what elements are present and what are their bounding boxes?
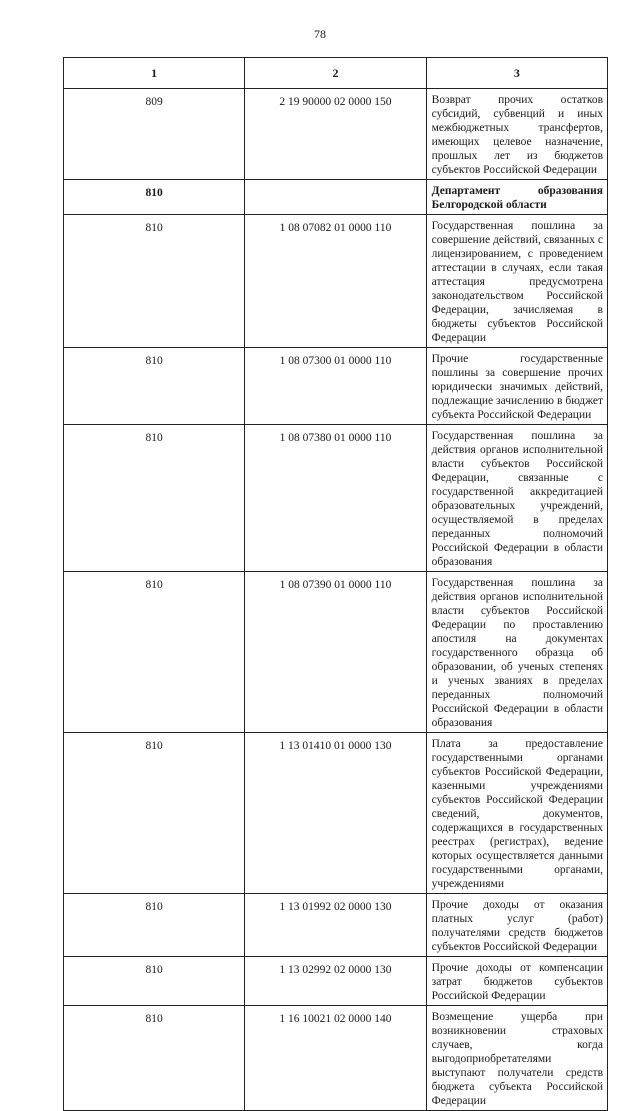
header-col-1: 1	[64, 58, 245, 89]
revenue-code-cell: 1 08 07380 01 0000 110	[245, 425, 426, 572]
description-cell: Государственная пошлина за совершение действий, связанных с лицензированием, с проведением аттестации в случаях, если такая аттестация предусмотрена законодательством Российской Федерации, зачисляемая в бюджеты субъектов Российской Федерации	[426, 215, 607, 348]
description-cell: Департамент образования Белгородской области	[426, 180, 607, 215]
admin-code-cell: 810	[64, 180, 245, 215]
budget-codes-table	[63, 57, 608, 1111]
header-col-2: 2	[245, 58, 426, 89]
table-row	[64, 733, 608, 894]
revenue-code-cell: 1 08 07300 01 0000 110	[245, 348, 426, 425]
description-cell: Плата за предоставление государственными органами субъектов Российской Федерации, казенными учреждениями субъектов Российской Федерации сведений, документов, содержащихся в государственных реестрах (регистрах), ведение которых осуществляется данными государственными органами, учреждениями	[426, 733, 607, 894]
description-cell: Возмещение ущерба при возникновении страховых случаев, когда выгодоприобретателями выступают получатели средств бюджета субъекта Российской Федерации	[426, 1006, 607, 1111]
table-row	[64, 1006, 608, 1111]
table-row	[64, 89, 608, 180]
table-row	[64, 215, 608, 348]
page-number: 78	[314, 27, 326, 41]
admin-code-cell: 810	[64, 425, 245, 572]
admin-code-cell: 810	[64, 215, 245, 348]
description-cell: Возврат прочих остатков субсидий, субвенций и иных межбюджетных трансфертов, имеющих целевое назначение, прошлых лет из бюджетов субъектов Российской Федерации	[426, 89, 607, 180]
admin-code-cell: 810	[64, 1006, 245, 1111]
table-header-row	[64, 58, 608, 89]
admin-code-cell: 809	[64, 89, 245, 180]
revenue-code-cell: 1 13 01992 02 0000 130	[245, 894, 426, 957]
revenue-code-cell: 1 13 02992 02 0000 130	[245, 957, 426, 1006]
description-cell: Прочие доходы от компенсации затрат бюджетов субъектов Российской Федерации	[426, 957, 607, 1006]
admin-code-cell: 810	[64, 348, 245, 425]
description-cell: Государственная пошлина за действия органов исполнительной власти субъектов Российской Федерации по проставлению апостиля на документах государственного образца об образовании, об ученых степенях и ученых званиях в пределах переданных полномочий Российской Федерации в области образования	[426, 572, 607, 733]
table-row	[64, 180, 608, 215]
admin-code-cell: 810	[64, 957, 245, 1006]
table-row	[64, 894, 608, 957]
revenue-code-cell: 1 13 01410 01 0000 130	[245, 733, 426, 894]
admin-code-cell: 810	[64, 733, 245, 894]
revenue-code-cell: 1 16 10021 02 0000 140	[245, 1006, 426, 1111]
header-col-3: 3	[426, 58, 607, 89]
table-row	[64, 957, 608, 1006]
table-row	[64, 572, 608, 733]
admin-code-cell: 810	[64, 572, 245, 733]
revenue-code-cell: 2 19 90000 02 0000 150	[245, 89, 426, 180]
admin-code-cell: 810	[64, 894, 245, 957]
revenue-code-cell: 1 08 07390 01 0000 110	[245, 572, 426, 733]
table-row	[64, 425, 608, 572]
revenue-code-cell	[245, 180, 426, 215]
revenue-code-cell: 1 08 07082 01 0000 110	[245, 215, 426, 348]
description-cell: Прочие государственные пошлины за совершение прочих юридически значимых действий, подлежащие зачислению в бюджет субъекта Российской Федерации	[426, 348, 607, 425]
description-cell: Государственная пошлина за действия органов исполнительной власти субъектов Российской Федерации, связанные с государственной аккредитацией образовательных учреждений, осуществляемой в пределах переданных полномочий Российской Федерации в области образования	[426, 425, 607, 572]
table-row	[64, 348, 608, 425]
description-cell: Прочие доходы от оказания платных услуг (работ) получателями средств бюджетов субъектов Российской Федерации	[426, 894, 607, 957]
